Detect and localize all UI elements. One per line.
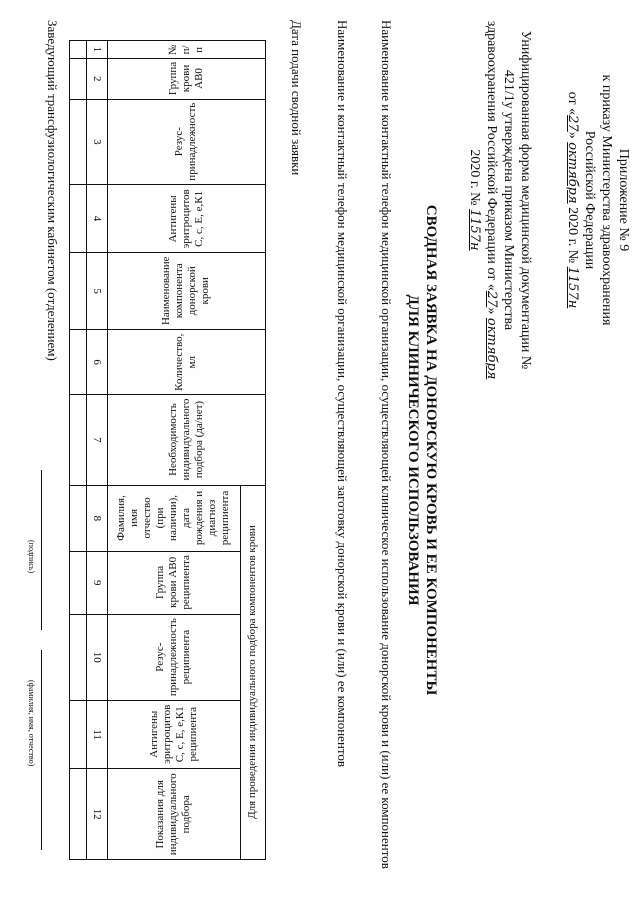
group-header: Для проведения индивидуального подбора компонентов крови xyxy=(241,485,266,859)
handwritten-day: 27 xyxy=(484,290,499,308)
col-number: 6 xyxy=(87,330,108,394)
handwritten-order-number: 1157н xyxy=(467,208,482,251)
col-header-4: Антигены эритроцитов С, с, Е, е,К1 xyxy=(108,185,266,253)
col-number: 9 xyxy=(87,551,108,614)
uniform-health-line: здравоохранения xyxy=(484,20,499,122)
empty-data-row xyxy=(70,41,87,860)
annex-number: Приложение № 9 xyxy=(616,148,631,252)
handwritten-order-number: 1157н xyxy=(565,266,580,309)
col-header-10: Резус-принадлежность реципиента xyxy=(108,614,241,700)
signature-label: Заведующий трансфузиологическим кабинетом (отделением) xyxy=(45,20,60,361)
col-header-7: Необходимость индивидуального подбора (да/нет) xyxy=(108,394,266,485)
col-number: 4 xyxy=(87,185,108,253)
col-header-3: Резус-принадлежность xyxy=(108,99,266,184)
col-number: 7 xyxy=(87,394,108,485)
uniform-federation-line: Российской Федерации xyxy=(484,125,499,264)
uniform-form-code: медицинской документации № 421/1у xyxy=(501,69,533,370)
col-number: 10 xyxy=(87,614,108,700)
document-title xyxy=(404,20,440,880)
uniform-form-label: Унифицированная форма xyxy=(518,30,533,182)
uniform-approved-line: утверждена приказом Министерства xyxy=(501,112,516,331)
request-table xyxy=(69,40,266,860)
title-line-1: СВОДНАЯ ЗАЯВКА НА ДОНОРСКУЮ КРОВЬ И ЕЕ КОМПОНЕНТЫ xyxy=(423,204,439,696)
handwritten-month: октября xyxy=(565,142,580,204)
clinical-org-field: Наименование и контактный телефон медицинской организации, осуществляющей клиническое использование донорской крови и (или) ее компонентов xyxy=(379,20,394,869)
title-line-2: ДЛЯ КЛИНИЧЕСКОГО ИСПОЛЬЗОВАНИЯ xyxy=(405,294,421,606)
handwritten-month: октября xyxy=(484,317,499,380)
annex-order-line: к приказу Министерства здравоохранения xyxy=(599,74,614,326)
col-number: 3 xyxy=(87,99,108,184)
col-header-2: Группа крови АВ0 xyxy=(108,58,266,99)
annex-date-line: от «27» октября 2020 г. № 1157н xyxy=(565,91,580,309)
annex-header xyxy=(564,20,632,380)
col-number: 12 xyxy=(87,769,108,860)
signature-caption: (подпись) xyxy=(27,540,36,574)
col-header-1: № п/п xyxy=(108,41,266,59)
date-label: Дата подачи сводной заявки xyxy=(289,20,304,176)
column-number-row xyxy=(87,41,108,860)
name-caption: (фамилия, имя, отчество) xyxy=(27,680,36,767)
col-header-5: Наименование компонента донорской крови xyxy=(108,252,266,330)
col-header-6: Количество, мл xyxy=(108,330,266,394)
col-number: 8 xyxy=(87,485,108,551)
group-header-row xyxy=(241,41,266,860)
col-header-11: Антигены эритроцитов С, с, Е, е,К1 реципиента xyxy=(108,700,241,769)
uniform-date-line: от «27» октября 2020 г. № 1157н xyxy=(467,149,499,380)
col-number: 5 xyxy=(87,252,108,330)
col-number: 1 xyxy=(87,41,108,59)
col-number: 11 xyxy=(87,700,108,769)
col-header-9: Группа крови АВ0 реципиента xyxy=(108,551,241,614)
uniform-form-header xyxy=(466,20,534,380)
name-line xyxy=(41,650,42,850)
signature-line xyxy=(41,470,42,630)
supply-org-field: Наименование и контактный телефон медицинской организации, осуществляющей заготовку донорской крови и (или) ее компонентов xyxy=(335,20,350,768)
col-header-8: Фамилия, имя отчество (при наличии), дата рождения и диагноз реципиента xyxy=(108,485,241,551)
handwritten-day: 27 xyxy=(565,115,580,132)
annex-federation-line: Российской Федерации xyxy=(582,130,597,270)
col-number: 2 xyxy=(87,58,108,99)
col-header-12: Показания для индивидуального подбора xyxy=(108,769,241,860)
